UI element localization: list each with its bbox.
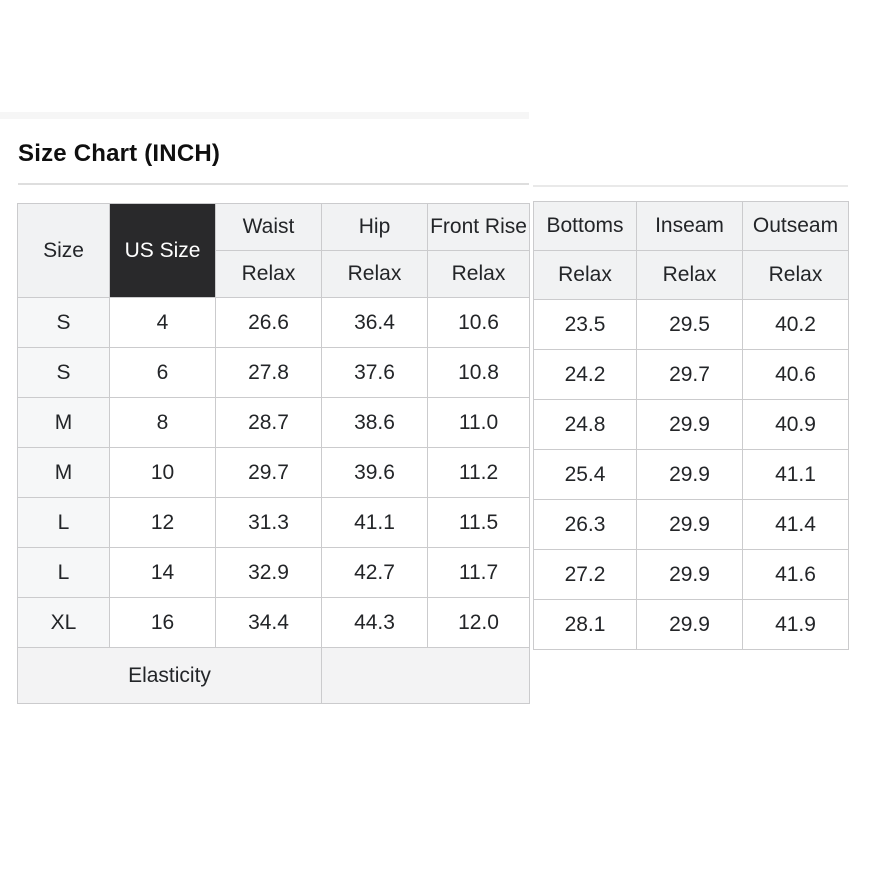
cell-front-rise: 12.0: [428, 598, 530, 648]
table-row: [534, 500, 849, 550]
page-title: Size Chart (INCH): [18, 140, 221, 167]
cell-front-rise: 11.7: [428, 548, 530, 598]
col-header-us-size: US Size: [110, 204, 216, 298]
cell-bottoms: 24.8: [534, 400, 637, 450]
cell-hip: 36.4: [322, 298, 428, 348]
elasticity-empty-cell: [322, 648, 530, 704]
cell-hip: 37.6: [322, 348, 428, 398]
cell-inseam: 29.9: [637, 600, 743, 650]
cell-waist: 27.8: [216, 348, 322, 398]
cell-us-size: 10: [110, 448, 216, 498]
cell-hip: 42.7: [322, 548, 428, 598]
cell-waist: 28.7: [216, 398, 322, 448]
cell-outseam: 40.6: [743, 350, 849, 400]
col-header-hip: Hip: [322, 204, 428, 251]
cell-size: XL: [18, 598, 110, 648]
cell-bottoms: 25.4: [534, 450, 637, 500]
cell-waist: 29.7: [216, 448, 322, 498]
cell-waist: 31.3: [216, 498, 322, 548]
table-row: [534, 600, 849, 650]
cell-bottoms: 23.5: [534, 300, 637, 350]
col-header-size: Size: [18, 204, 110, 298]
subheader-bottoms-relax: Relax: [534, 251, 637, 300]
cell-us-size: 16: [110, 598, 216, 648]
cell-us-size: 6: [110, 348, 216, 398]
cell-size: M: [18, 448, 110, 498]
subheader-hip-relax: Relax: [322, 251, 428, 298]
table-row: [18, 298, 530, 348]
cell-bottoms: 24.2: [534, 350, 637, 400]
table-row: [534, 300, 849, 350]
subheader-outseam-relax: Relax: [743, 251, 849, 300]
table-row: [534, 550, 849, 600]
table-row: [18, 498, 530, 548]
cell-inseam: 29.9: [637, 500, 743, 550]
cell-inseam: 29.7: [637, 350, 743, 400]
elasticity-label-cell: Elasticity: [18, 648, 322, 704]
cell-waist: 32.9: [216, 548, 322, 598]
cell-waist: 34.4: [216, 598, 322, 648]
subheader-waist-relax: Relax: [216, 251, 322, 298]
table-row: [534, 450, 849, 500]
header-row-2: [534, 251, 849, 300]
subheader-inseam-relax: Relax: [637, 251, 743, 300]
cell-front-rise: 11.0: [428, 398, 530, 448]
cell-waist: 26.6: [216, 298, 322, 348]
cell-hip: 39.6: [322, 448, 428, 498]
cell-outseam: 40.2: [743, 300, 849, 350]
cell-outseam: 40.9: [743, 400, 849, 450]
cell-front-rise: 10.8: [428, 348, 530, 398]
cell-inseam: 29.9: [637, 450, 743, 500]
subheader-front-rise-relax: Relax: [428, 251, 530, 298]
table-row: [18, 348, 530, 398]
table-row: [18, 448, 530, 498]
col-header-bottoms: Bottoms: [534, 202, 637, 251]
cell-bottoms: 27.2: [534, 550, 637, 600]
cell-inseam: 29.9: [637, 550, 743, 600]
cell-front-rise: 11.5: [428, 498, 530, 548]
cell-front-rise: 11.2: [428, 448, 530, 498]
cell-size: M: [18, 398, 110, 448]
table-row: [18, 548, 530, 598]
header-row-1: [18, 204, 530, 251]
cell-outseam: 41.4: [743, 500, 849, 550]
col-header-outseam: Outseam: [743, 202, 849, 251]
cell-us-size: 8: [110, 398, 216, 448]
col-header-waist: Waist: [216, 204, 322, 251]
cell-size: L: [18, 498, 110, 548]
cell-us-size: 4: [110, 298, 216, 348]
cell-front-rise: 10.6: [428, 298, 530, 348]
cell-size: S: [18, 348, 110, 398]
cell-hip: 41.1: [322, 498, 428, 548]
col-header-front-rise: Front Rise: [428, 204, 530, 251]
cell-inseam: 29.5: [637, 300, 743, 350]
cell-us-size: 12: [110, 498, 216, 548]
cell-bottoms: 28.1: [534, 600, 637, 650]
cell-size: L: [18, 548, 110, 598]
cell-outseam: 41.6: [743, 550, 849, 600]
cell-inseam: 29.9: [637, 400, 743, 450]
table-row: [18, 598, 530, 648]
top-faint-divider: [0, 112, 529, 119]
table-row: [18, 398, 530, 448]
elasticity-row: [18, 648, 530, 704]
table-row: [534, 400, 849, 450]
cell-outseam: 41.9: [743, 600, 849, 650]
cell-outseam: 41.1: [743, 450, 849, 500]
table-row: [534, 350, 849, 400]
size-chart-table-right: [533, 201, 849, 650]
title-divider-right: [533, 185, 848, 187]
col-header-inseam: Inseam: [637, 202, 743, 251]
cell-bottoms: 26.3: [534, 500, 637, 550]
header-row-1: [534, 202, 849, 251]
title-divider-left: [18, 183, 529, 185]
cell-size: S: [18, 298, 110, 348]
cell-hip: 38.6: [322, 398, 428, 448]
size-chart-table-left: [17, 203, 530, 704]
cell-hip: 44.3: [322, 598, 428, 648]
cell-us-size: 14: [110, 548, 216, 598]
